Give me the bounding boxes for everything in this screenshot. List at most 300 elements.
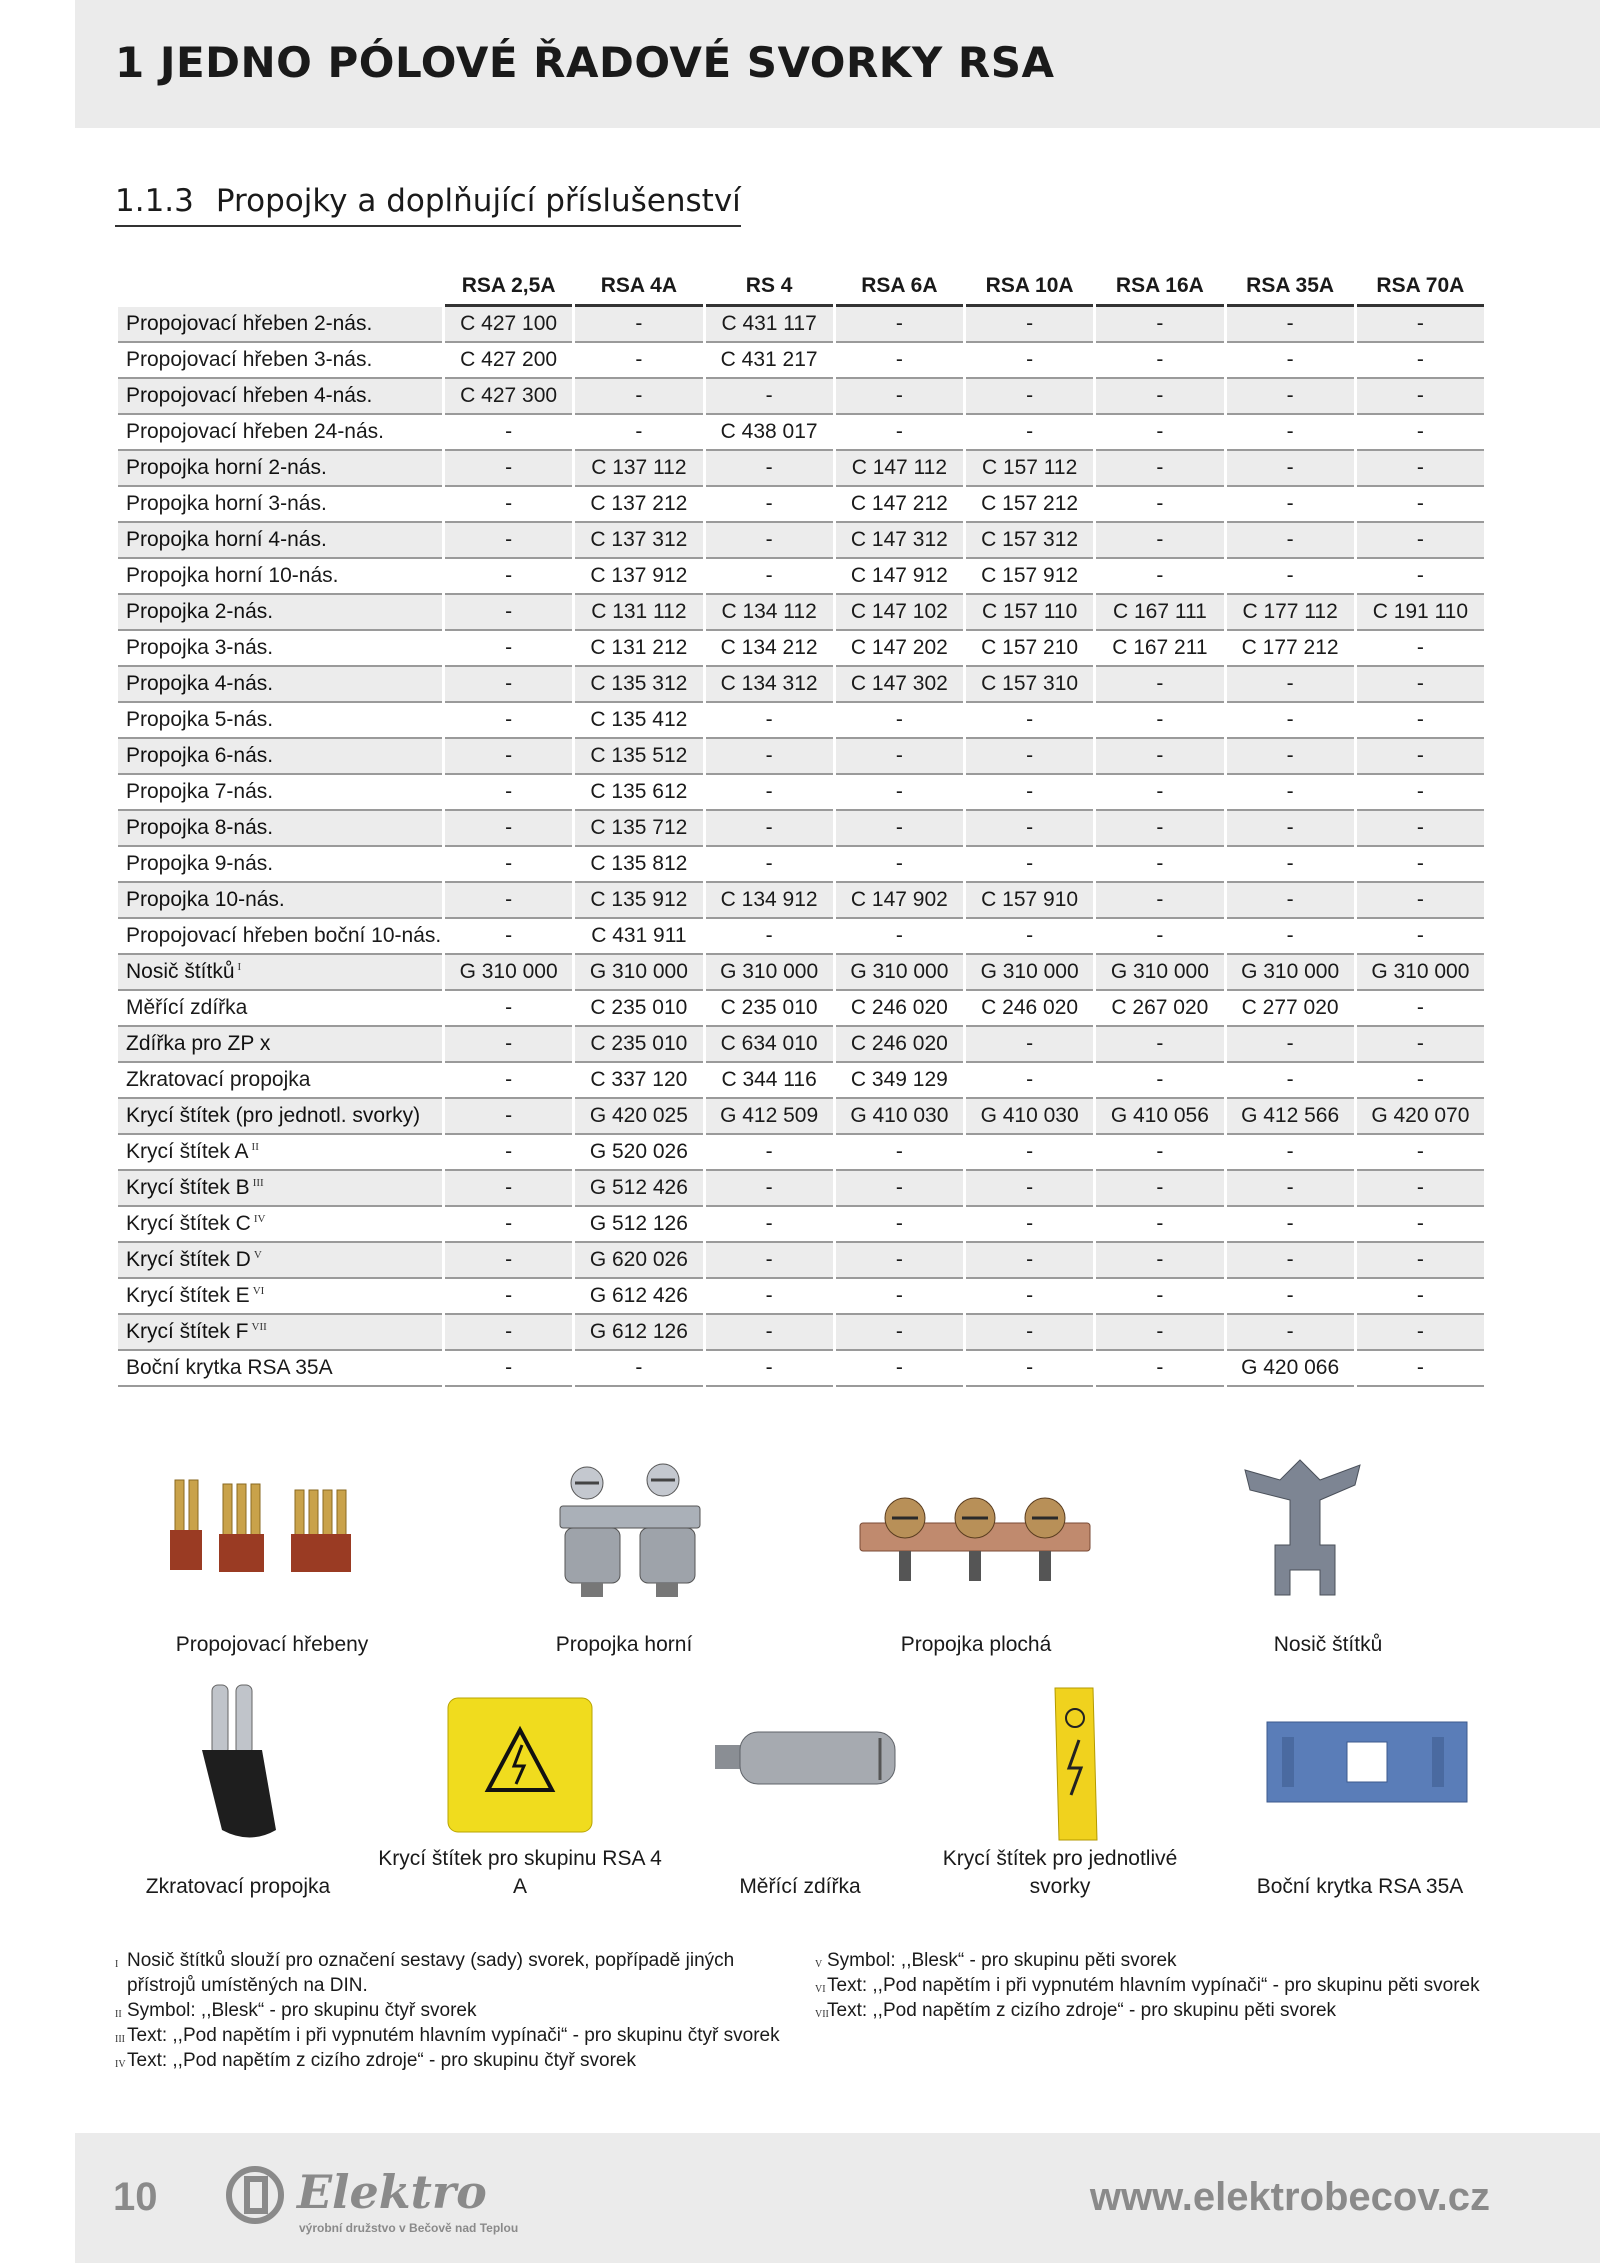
table-cell: - <box>575 1351 702 1387</box>
table-cell: G 412 566 <box>1227 1099 1354 1135</box>
table-cell: - <box>966 379 1093 415</box>
footnote-marker: III <box>115 2034 125 2045</box>
footnotes-left <box>115 1948 805 2073</box>
table-row <box>118 1207 1484 1243</box>
table-cell: - <box>836 379 963 415</box>
table-cell: C 427 300 <box>445 379 572 415</box>
cover-plate-single-photo <box>1035 1680 1115 1850</box>
table-cell: - <box>445 1351 572 1387</box>
table-row <box>118 739 1484 775</box>
table-cell: - <box>706 847 833 883</box>
table-cell: C 147 312 <box>836 523 963 559</box>
table-cell: - <box>1357 703 1484 739</box>
table-cell: C 177 212 <box>1227 631 1354 667</box>
table-header-blank <box>118 268 442 307</box>
table-cell: - <box>1096 919 1223 955</box>
table-cell: - <box>1096 1207 1223 1243</box>
column-header: RSA 70A <box>1357 268 1484 307</box>
table-cell: C 157 212 <box>966 487 1093 523</box>
row-label-text: Propojka horní 2-nás. <box>126 456 327 479</box>
table-cell: - <box>966 1279 1093 1315</box>
table-cell: - <box>1357 1207 1484 1243</box>
label-carrier-photo <box>1240 1450 1370 1605</box>
footnote-marker: III <box>252 1177 264 1189</box>
column-header: RSA 35A <box>1227 268 1354 307</box>
footnote-marker: VI <box>252 1285 265 1297</box>
table-cell: - <box>706 451 833 487</box>
table-cell: - <box>1096 811 1223 847</box>
table-cell: - <box>1227 1279 1354 1315</box>
table-cell: G 410 030 <box>966 1099 1093 1135</box>
table-cell: - <box>1096 451 1223 487</box>
footnote-text: Text: ,,Pod napětím i při vypnutém hlavním vypínači“ - pro skupinu čtyř svorek <box>127 2025 780 2046</box>
row-label <box>118 1135 442 1171</box>
table-cell: - <box>575 343 702 379</box>
table-cell: C 134 112 <box>706 595 833 631</box>
footnote-text: Nosič štítků slouží pro označení sestavy (sady) svorek, popřípadě jiných přístrojů umístěných na DIN. <box>127 1950 735 1996</box>
table-row <box>118 451 1484 487</box>
table-cell: G 512 426 <box>575 1171 702 1207</box>
caption-comb-bridges: Propojovací hřebeny <box>175 1633 369 1656</box>
footnote <box>815 1973 1515 1998</box>
table-cell: - <box>1357 1135 1484 1171</box>
website-url: www.elektrobecov.cz <box>1089 2175 1490 2219</box>
table-cell: - <box>706 775 833 811</box>
table-cell: G 310 000 <box>575 955 702 991</box>
table-cell: C 131 112 <box>575 595 702 631</box>
table-row <box>118 415 1484 451</box>
row-label-text: Propojka 2-nás. <box>126 600 274 623</box>
table-row <box>118 523 1484 559</box>
table-cell: - <box>1227 1171 1354 1207</box>
table-row <box>118 667 1484 703</box>
table-row <box>118 1243 1484 1279</box>
table-cell: G 520 026 <box>575 1135 702 1171</box>
row-label <box>118 307 442 343</box>
table-cell: C 135 412 <box>575 703 702 739</box>
row-label-text: Propojovací hřeben boční 10-nás. <box>126 924 442 947</box>
column-header: RSA 10A <box>966 268 1093 307</box>
row-label-text: Propojovací hřeben 24-nás. <box>126 420 384 443</box>
row-label <box>118 955 442 991</box>
table-cell: C 246 020 <box>966 991 1093 1027</box>
table-cell: - <box>706 703 833 739</box>
table-cell: - <box>1096 1351 1223 1387</box>
table-cell: C 634 010 <box>706 1027 833 1063</box>
caption-test-socket: Měřící zdířka <box>739 1875 861 1898</box>
table-cell: C 134 312 <box>706 667 833 703</box>
footnote-marker: VI <box>815 1984 826 1995</box>
top-bridge-photo <box>545 1458 715 1603</box>
table-cell: G 512 126 <box>575 1207 702 1243</box>
table-cell: - <box>966 811 1093 847</box>
table-cell: G 620 026 <box>575 1243 702 1279</box>
table-cell: - <box>706 1315 833 1351</box>
table-cell: - <box>1227 883 1354 919</box>
table-cell: - <box>706 1243 833 1279</box>
column-header: RSA 2,5A <box>445 268 572 307</box>
row-label <box>118 1099 442 1135</box>
table-cell: G 410 056 <box>1096 1099 1223 1135</box>
row-label-text: Propojka 4-nás. <box>126 672 274 695</box>
table-row <box>118 1063 1484 1099</box>
table-row <box>118 379 1484 415</box>
table-cell: C 147 902 <box>836 883 963 919</box>
row-label-text: Propojovací hřeben 4-nás. <box>126 384 373 407</box>
table-cell: - <box>1227 1135 1354 1171</box>
table-cell: - <box>1096 1135 1223 1171</box>
table-cell: - <box>836 775 963 811</box>
row-label <box>118 451 442 487</box>
table-cell: - <box>1357 667 1484 703</box>
table-row <box>118 991 1484 1027</box>
footnote-marker: V <box>815 1959 823 1970</box>
table-cell: - <box>1357 1279 1484 1315</box>
table-cell: - <box>706 811 833 847</box>
table-cell: - <box>836 1243 963 1279</box>
table-cell: - <box>1357 487 1484 523</box>
table-row <box>118 811 1484 847</box>
table-cell: C 157 312 <box>966 523 1093 559</box>
table-cell: G 310 000 <box>706 955 833 991</box>
row-label-text: Krycí štítek C <box>126 1212 251 1235</box>
footnote-text: Text: ,,Pod napětím i při vypnutém hlavním vypínači“ - pro skupinu pěti svorek <box>827 1975 1480 1996</box>
table-cell: - <box>706 1171 833 1207</box>
table-cell: C 431 117 <box>706 307 833 343</box>
table-cell: - <box>706 1351 833 1387</box>
table-cell: - <box>1357 451 1484 487</box>
table-cell: - <box>445 595 572 631</box>
row-label <box>118 415 442 451</box>
row-label-text: Krycí štítek D <box>126 1248 251 1271</box>
row-label <box>118 703 442 739</box>
table-cell: - <box>966 847 1093 883</box>
table-cell: - <box>1357 1243 1484 1279</box>
table-cell: - <box>445 451 572 487</box>
table-cell: - <box>1227 487 1354 523</box>
caption-label-carrier: Nosič štítků <box>1273 1633 1383 1656</box>
table-cell: G 310 000 <box>966 955 1093 991</box>
table-cell: - <box>1096 1279 1223 1315</box>
table-cell: C 167 111 <box>1096 595 1223 631</box>
table-cell: - <box>966 307 1093 343</box>
row-label <box>118 1171 442 1207</box>
table-cell: - <box>1227 739 1354 775</box>
caption-cover-plate-group: Krycí štítek pro skupinu RSA 4 A <box>378 1847 662 1898</box>
table-cell: - <box>836 1351 963 1387</box>
table-cell: - <box>575 307 702 343</box>
table-cell: C 438 017 <box>706 415 833 451</box>
table-cell: - <box>706 523 833 559</box>
table-cell: - <box>1357 559 1484 595</box>
table-cell: - <box>1357 1315 1484 1351</box>
table-cell: - <box>1096 487 1223 523</box>
page-title: 1 JEDNO PÓLOVÉ ŘADOVÉ SVORKY RSA <box>115 38 1055 87</box>
table-cell: - <box>1357 343 1484 379</box>
table-cell: - <box>1096 415 1223 451</box>
table-row <box>118 559 1484 595</box>
table-cell: - <box>1227 559 1354 595</box>
table-cell: - <box>1357 775 1484 811</box>
table-cell: - <box>1227 775 1354 811</box>
table-cell: - <box>836 1315 963 1351</box>
table-cell: G 612 126 <box>575 1315 702 1351</box>
table-cell: - <box>1227 919 1354 955</box>
row-label <box>118 379 442 415</box>
table-cell: - <box>836 415 963 451</box>
table-cell: - <box>1096 307 1223 343</box>
row-label <box>118 847 442 883</box>
footnote-text: Text: ,,Pod napětím z cizího zdroje“ - pro skupinu pěti svorek <box>827 2000 1337 2021</box>
row-label-text: Propojka 5-nás. <box>126 708 274 731</box>
row-label-text: Krycí štítek E <box>126 1284 250 1307</box>
table-cell: G 310 000 <box>1227 955 1354 991</box>
row-label-text: Propojka 8-nás. <box>126 816 274 839</box>
table-cell: C 135 612 <box>575 775 702 811</box>
table-row <box>118 703 1484 739</box>
table-cell: C 135 912 <box>575 883 702 919</box>
side-cover-photo <box>1262 1712 1472 1812</box>
table-cell: - <box>1357 847 1484 883</box>
table-cell: - <box>1357 1063 1484 1099</box>
table-cell: - <box>836 343 963 379</box>
table-cell: - <box>1357 415 1484 451</box>
row-label <box>118 991 442 1027</box>
table-row <box>118 631 1484 667</box>
table-cell: G 420 070 <box>1357 1099 1484 1135</box>
row-label <box>118 811 442 847</box>
logo-wordmark: Elektro <box>297 2165 487 2219</box>
table-cell: - <box>445 523 572 559</box>
table-cell: - <box>836 307 963 343</box>
table-cell: - <box>1227 415 1354 451</box>
footnote-marker: V <box>253 1249 262 1261</box>
elektro-emblem-icon <box>225 2163 289 2227</box>
table-cell: C 135 712 <box>575 811 702 847</box>
footnote <box>815 1998 1515 2023</box>
row-label-text: Propojovací hřeben 3-nás. <box>126 348 373 371</box>
table-cell: - <box>445 1207 572 1243</box>
column-header: RSA 16A <box>1096 268 1223 307</box>
table-header-row <box>118 268 1484 307</box>
table-row <box>118 1135 1484 1171</box>
section-number: 1.1.3 <box>115 183 194 219</box>
footnote <box>815 1948 1515 1973</box>
row-label <box>118 1207 442 1243</box>
table-cell: C 246 020 <box>836 1027 963 1063</box>
table-cell: - <box>1357 631 1484 667</box>
footnote-marker: II <box>251 1141 259 1153</box>
table-cell: - <box>445 631 572 667</box>
table-cell: - <box>445 919 572 955</box>
cover-plate-group-photo <box>440 1690 600 1840</box>
page-header <box>75 0 1600 128</box>
section-title: Propojky a doplňující příslušenství <box>215 183 741 219</box>
table-row <box>118 919 1484 955</box>
table-cell: - <box>445 1315 572 1351</box>
row-label <box>118 883 442 919</box>
table-row <box>118 1351 1484 1387</box>
table-cell: C 147 912 <box>836 559 963 595</box>
table-cell: C 157 110 <box>966 595 1093 631</box>
row-label-text: Zkratovací propojka <box>126 1068 311 1091</box>
table-cell: - <box>966 1315 1093 1351</box>
table-cell: G 310 000 <box>1357 955 1484 991</box>
row-label-text: Zdířka pro ZP x <box>126 1032 271 1055</box>
table-cell: C 137 312 <box>575 523 702 559</box>
table-cell: - <box>706 379 833 415</box>
table-cell: - <box>1227 343 1354 379</box>
table-cell: - <box>966 1063 1093 1099</box>
table-cell: - <box>1096 667 1223 703</box>
footnote-text: Symbol: ,,Blesk“ - pro skupinu čtyř svorek <box>127 2000 477 2021</box>
table-cell: - <box>966 1171 1093 1207</box>
table-cell: C 246 020 <box>836 991 963 1027</box>
table-cell: G 310 000 <box>445 955 572 991</box>
table-cell: - <box>1096 523 1223 559</box>
row-label-text: Propojka 7-nás. <box>126 780 274 803</box>
row-label <box>118 739 442 775</box>
footnote <box>115 2048 805 2073</box>
table-cell: - <box>1357 991 1484 1027</box>
row-label <box>118 559 442 595</box>
footnotes-right <box>815 1948 1515 2023</box>
table-cell: - <box>966 1027 1093 1063</box>
table-cell: C 267 020 <box>1096 991 1223 1027</box>
table-cell: - <box>706 1135 833 1171</box>
row-label-text: Boční krytka RSA 35A <box>126 1356 333 1379</box>
section-heading <box>115 183 741 227</box>
footnote-marker: I <box>115 1959 119 1970</box>
table-cell: - <box>706 919 833 955</box>
table-cell: - <box>1357 811 1484 847</box>
table-cell: C 427 200 <box>445 343 572 379</box>
row-label <box>118 919 442 955</box>
table-cell: - <box>1227 523 1354 559</box>
table-cell: - <box>1227 1207 1354 1243</box>
row-label-text: Propojka horní 3-nás. <box>126 492 327 515</box>
table-row <box>118 1099 1484 1135</box>
footnote <box>115 1998 805 2023</box>
row-label <box>118 775 442 811</box>
table-cell: - <box>1096 1027 1223 1063</box>
row-label-text: Krycí štítek (pro jednotl. svorky) <box>126 1104 421 1127</box>
table-cell: - <box>575 415 702 451</box>
row-label-text: Krycí štítek F <box>126 1320 249 1343</box>
table-cell: - <box>966 415 1093 451</box>
row-label <box>118 1027 442 1063</box>
table-cell: C 157 112 <box>966 451 1093 487</box>
table-cell: - <box>575 379 702 415</box>
table-row <box>118 1171 1484 1207</box>
table-cell: G 410 030 <box>836 1099 963 1135</box>
elektro-logo <box>225 2159 545 2239</box>
table-row <box>118 487 1484 523</box>
row-label <box>118 1279 442 1315</box>
table-cell: - <box>1096 703 1223 739</box>
page-footer <box>75 2133 1600 2263</box>
row-label-text: Propojka horní 4-nás. <box>126 528 327 551</box>
table-cell: - <box>836 1171 963 1207</box>
table-cell: C 157 910 <box>966 883 1093 919</box>
footnote-marker: IV <box>253 1213 266 1225</box>
table-cell: - <box>966 703 1093 739</box>
table-cell: - <box>1227 847 1354 883</box>
table-cell: - <box>1096 343 1223 379</box>
table-cell: - <box>836 847 963 883</box>
table-cell: C 177 112 <box>1227 595 1354 631</box>
row-label-text: Propojovací hřeben 2-nás. <box>126 312 373 335</box>
footnote-marker: I <box>237 961 242 973</box>
flat-bridge-photo <box>850 1478 1100 1593</box>
table-cell: C 235 010 <box>706 991 833 1027</box>
table-row <box>118 883 1484 919</box>
row-label <box>118 487 442 523</box>
footnote <box>115 2023 805 2048</box>
table-cell: C 427 100 <box>445 307 572 343</box>
table-cell: G 612 426 <box>575 1279 702 1315</box>
table-row <box>118 595 1484 631</box>
footnote-marker: IV <box>115 2059 126 2070</box>
table-cell: - <box>445 703 572 739</box>
table-cell: G 420 025 <box>575 1099 702 1135</box>
row-label <box>118 667 442 703</box>
table-cell: C 147 202 <box>836 631 963 667</box>
row-label-text: Měřící zdířka <box>126 996 248 1019</box>
row-label <box>118 1351 442 1387</box>
table-cell: C 157 310 <box>966 667 1093 703</box>
table-cell: G 310 000 <box>836 955 963 991</box>
page-number: 10 <box>113 2175 158 2219</box>
table-cell: - <box>445 1099 572 1135</box>
table-cell: - <box>1096 1243 1223 1279</box>
table-cell: - <box>1357 379 1484 415</box>
table-cell: - <box>966 739 1093 775</box>
table-cell: - <box>1357 919 1484 955</box>
row-label-text: Propojka 10-nás. <box>126 888 285 911</box>
table-row <box>118 343 1484 379</box>
accessories-table <box>115 268 1487 1387</box>
table-cell: - <box>445 775 572 811</box>
table-cell: - <box>966 1351 1093 1387</box>
logo-tagline: výrobní družstvo v Bečově nad Teplou <box>299 2221 519 2235</box>
table-cell: - <box>1357 883 1484 919</box>
table-cell: - <box>1357 1027 1484 1063</box>
table-cell: - <box>445 559 572 595</box>
row-label-text: Propojka horní 10-nás. <box>126 564 339 587</box>
table-cell: C 157 210 <box>966 631 1093 667</box>
table-cell: - <box>706 1207 833 1243</box>
caption-top-bridge: Propojka horní <box>555 1633 693 1656</box>
table-row <box>118 1027 1484 1063</box>
column-header: RSA 6A <box>836 268 963 307</box>
caption-flat-bridge: Propojka plochá <box>900 1633 1052 1656</box>
table-cell: C 431 911 <box>575 919 702 955</box>
table-cell: - <box>1227 811 1354 847</box>
table-cell: - <box>706 559 833 595</box>
table-cell: - <box>1227 1315 1354 1351</box>
table-cell: - <box>1096 1315 1223 1351</box>
table-cell: - <box>445 1027 572 1063</box>
table-cell: C 431 217 <box>706 343 833 379</box>
table-cell: C 235 010 <box>575 1027 702 1063</box>
table-cell: - <box>445 991 572 1027</box>
table-cell: C 235 010 <box>575 991 702 1027</box>
table-cell: - <box>966 1207 1093 1243</box>
table-row <box>118 955 1484 991</box>
row-label-text: Krycí štítek B <box>126 1176 250 1199</box>
footnote <box>115 1948 805 1998</box>
